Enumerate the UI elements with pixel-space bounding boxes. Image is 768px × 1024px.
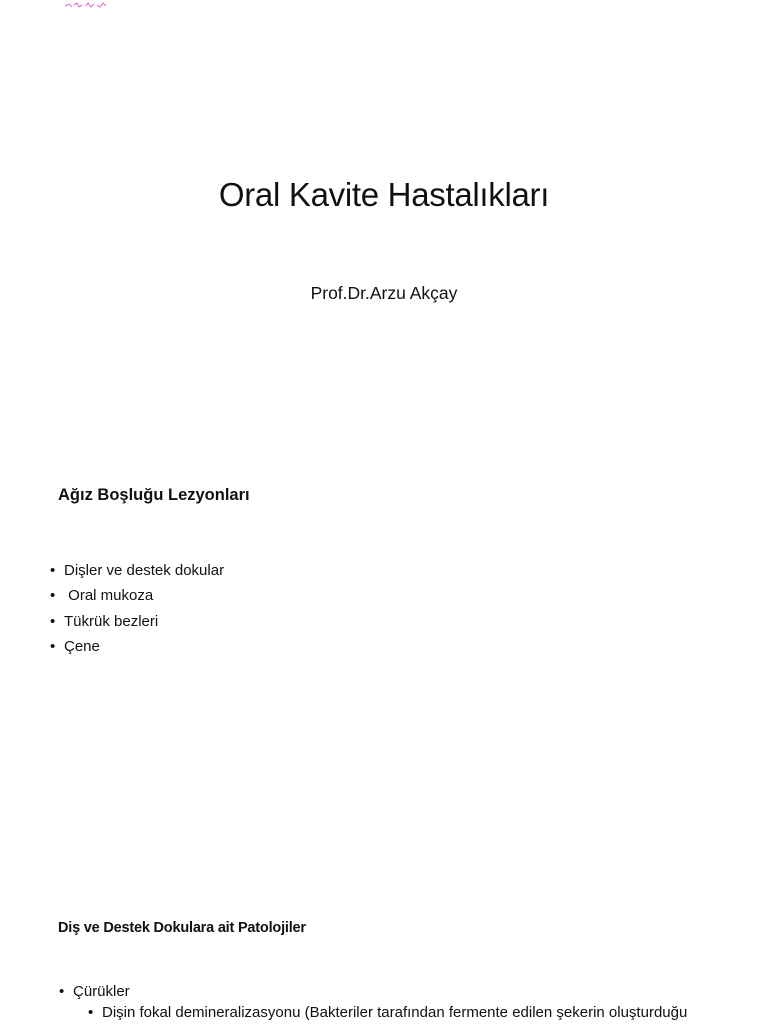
list-item-text: Oral mukoza (64, 587, 154, 605)
oral-lesions-list (50, 561, 224, 662)
section-heading-oral-lesions: Ağız Boşluğu Lezyonları (58, 486, 250, 504)
list-item-text: Çene (64, 637, 100, 655)
bullet-icon: • (88, 1004, 94, 1021)
corner-scribble-mark (64, 0, 108, 10)
list-item-text: Çürükler (73, 983, 130, 1000)
list-subitem-text: Dişin fokal demineralizasyonu (Bakteriler tarafından fermente edilen şekerin oluşturduğu (102, 1004, 688, 1021)
list-item (50, 561, 224, 586)
bullet-icon: • (50, 612, 56, 630)
bullet-icon: • (50, 637, 56, 655)
list-item (50, 612, 224, 637)
document-author: Prof.Dr.Arzu Akçay (310, 283, 458, 303)
list-item-text: Tükrük bezleri (64, 612, 159, 630)
list-subitem (88, 1003, 687, 1024)
bullet-icon: • (50, 562, 56, 579)
bullet-icon: • (50, 587, 56, 605)
document-title: Oral Kavite Hastalıkları (218, 176, 550, 213)
bullet-icon: • (59, 983, 65, 1000)
section-heading-dental-pathologies: Diş ve Destek Dokulara ait Patolojiler (58, 920, 306, 936)
list-item (50, 637, 224, 662)
list-item (59, 982, 687, 1003)
list-item-text: Dişler ve destek dokular (64, 562, 225, 579)
list-item (50, 586, 224, 611)
dental-pathologies-list (59, 982, 687, 1024)
